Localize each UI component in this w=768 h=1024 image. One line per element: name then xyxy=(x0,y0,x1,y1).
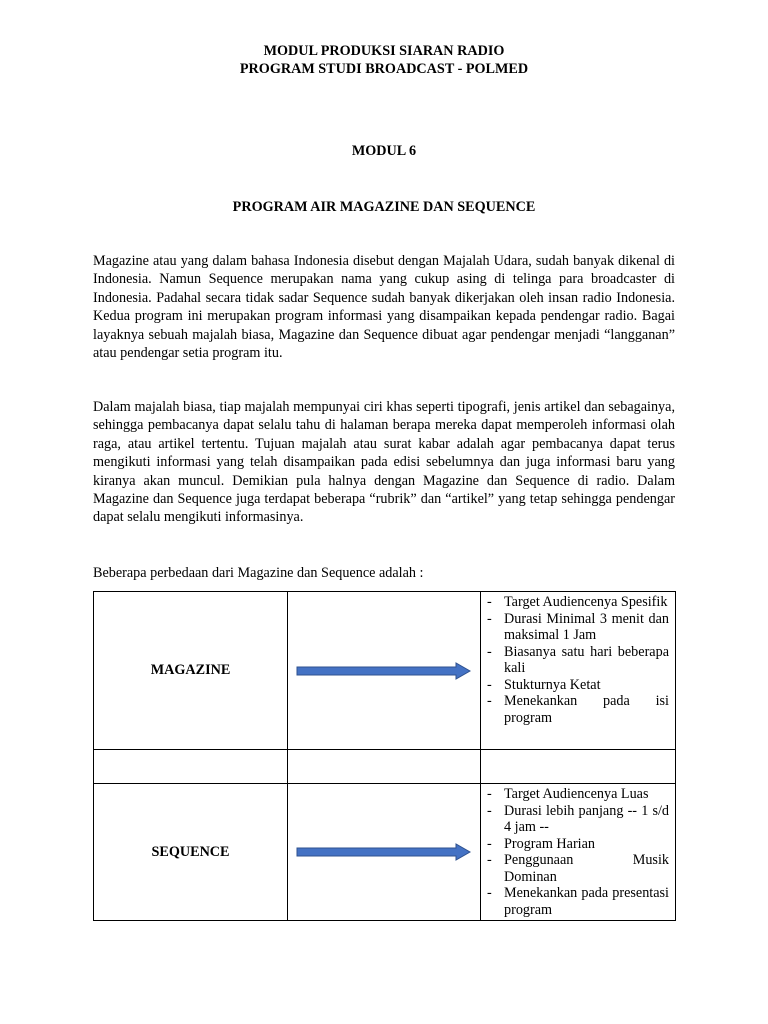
empty-cell xyxy=(288,750,481,784)
header-line-2: PROGRAM STUDI BROADCAST - POLMED xyxy=(239,61,529,77)
module-title: PROGRAM AIR MAGAZINE DAN SEQUENCE xyxy=(232,199,536,215)
right-arrow-icon xyxy=(296,662,472,680)
sequence-points xyxy=(481,784,676,921)
list-item: - Penggunaan Musik Dominan xyxy=(487,852,669,885)
list-item: - Menekankan pada presentasi program xyxy=(487,885,669,918)
paragraph-magazine-analogy: Dalam majalah biasa, tiap majalah mempunyai ciri khas seperti tipografi, jenis artikel dan sebagainya, sehingga pembacanya dapat selalu tahu di halaman berapa mereka dapat memperoleh informasi olah raga, atau artikel tertentu. Tujuan majalah atau surat kabar adalah agar pembacanya dapat terus mengikuti informasi yang telah disampaikan pada edisi sebelumnya dan juga informasi baru yang kiranya akan muncul. Demikian pula halnya dengan Magazine dan Sequence di radio. Dalam Magazine dan Sequence juga terdapat beberapa “rubrik” dan “artikel” yang tetap sehingga pendengar dapat selalu mengikuti informasinya. xyxy=(93,399,675,526)
list-item: - Durasi lebih panjang -- 1 s/d 4 jam -- xyxy=(487,803,669,836)
magazine-label: MAGAZINE xyxy=(94,592,288,750)
empty-cell xyxy=(94,750,288,784)
list-item: - Program Harian xyxy=(487,836,669,853)
document-header xyxy=(93,42,675,78)
list-item: - Stukturnya Ketat xyxy=(487,677,669,694)
list-item: - Menekankan pada isi program xyxy=(487,693,669,726)
list-item: - Target Audiencenya Spesifik xyxy=(487,594,669,611)
list-item: - Target Audiencenya Luas xyxy=(487,786,669,803)
header-line-1: MODUL PRODUKSI SIARAN RADIO xyxy=(263,43,505,59)
magazine-arrow-cell xyxy=(288,592,481,750)
table-row-magazine xyxy=(94,592,676,750)
list-item: - Durasi Minimal 3 menit dan maksimal 1 Jam xyxy=(487,611,669,644)
table-row-sequence xyxy=(94,784,676,921)
module-number: MODUL 6 xyxy=(351,143,417,159)
table-row-spacer xyxy=(94,750,676,784)
paragraph-intro: Magazine atau yang dalam bahasa Indonesia disebut dengan Majalah Udara, sudah banyak dikenal di Indonesia. Namun Sequence merupakan nama yang cukup asing di telinga para broadcaster di Indonesia. Padahal secara tidak sadar Sequence sudah banyak dikerjakan oleh insan radio Indonesia. Kedua program ini merupakan program informasi yang disampaikan kepada pendengar radio. Bagai layaknya sebuah majalah biasa, Magazine dan Sequence dibuat agar pendengar menjadi “langganan” atau pendengar setia program itu. xyxy=(93,253,675,362)
sequence-label: SEQUENCE xyxy=(94,784,288,921)
right-arrow-icon xyxy=(296,843,472,861)
magazine-points xyxy=(481,592,676,750)
paragraph-differences-lead: Beberapa perbedaan dari Magazine dan Sequence adalah : xyxy=(93,565,424,581)
sequence-arrow-cell xyxy=(288,784,481,921)
comparison-table xyxy=(93,591,676,921)
empty-cell xyxy=(481,750,676,784)
list-item: - Biasanya satu hari beberapa kali xyxy=(487,644,669,677)
